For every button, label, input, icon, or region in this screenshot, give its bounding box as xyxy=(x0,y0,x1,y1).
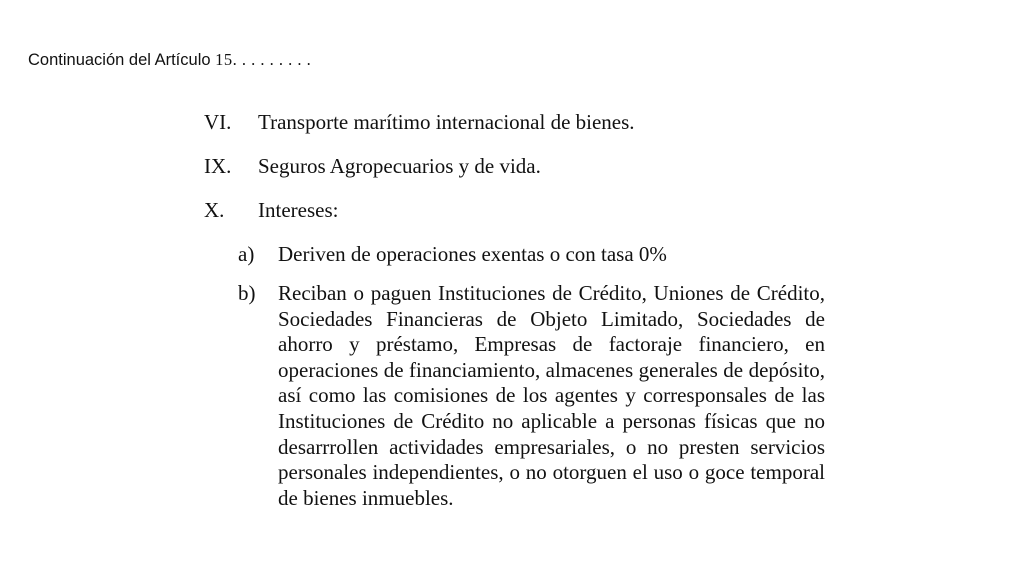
sub-item-text: Deriven de operaciones exentas o con tasa 0% xyxy=(278,242,667,266)
list-item-label: VI. xyxy=(204,110,232,134)
list-item-ix xyxy=(204,153,541,179)
sub-item-label: a) xyxy=(238,242,255,266)
sub-item-text: Reciban o paguen Instituciones de Crédito, Uniones de Crédito, Sociedades Financieras de Objeto Limitado, Sociedades de ahorro y préstamo, Empresas de factoraje financiero, en operaciones de financiamiento, almacenes generales de depósito, así como las comisiones de los agentes y corresponsales de las Instituciones de Crédito no aplicable a personas físicas que no desarrrollen actividades empresariales, o no presten servicios personales independientes, o no otorguen el uso o goce temporal de bienes inmuebles. xyxy=(278,281,825,510)
list-item-text: Transporte marítimo internacional de bienes. xyxy=(258,110,635,134)
list-item-text: Seguros Agropecuarios y de vida. xyxy=(258,154,541,178)
page-header xyxy=(28,50,311,70)
header-article-number: 15. . . . . . . . . xyxy=(215,50,312,69)
list-item-x xyxy=(204,197,338,223)
list-item-vi xyxy=(204,109,635,135)
sub-item-a xyxy=(238,242,825,268)
list-item-text: Intereses: xyxy=(258,198,339,222)
header-text: Continuación del Artículo xyxy=(28,51,216,69)
list-item-label: X. xyxy=(204,198,225,222)
list-item-label: IX. xyxy=(204,154,232,178)
sub-item-b xyxy=(238,281,825,511)
sub-item-label: b) xyxy=(238,281,256,305)
